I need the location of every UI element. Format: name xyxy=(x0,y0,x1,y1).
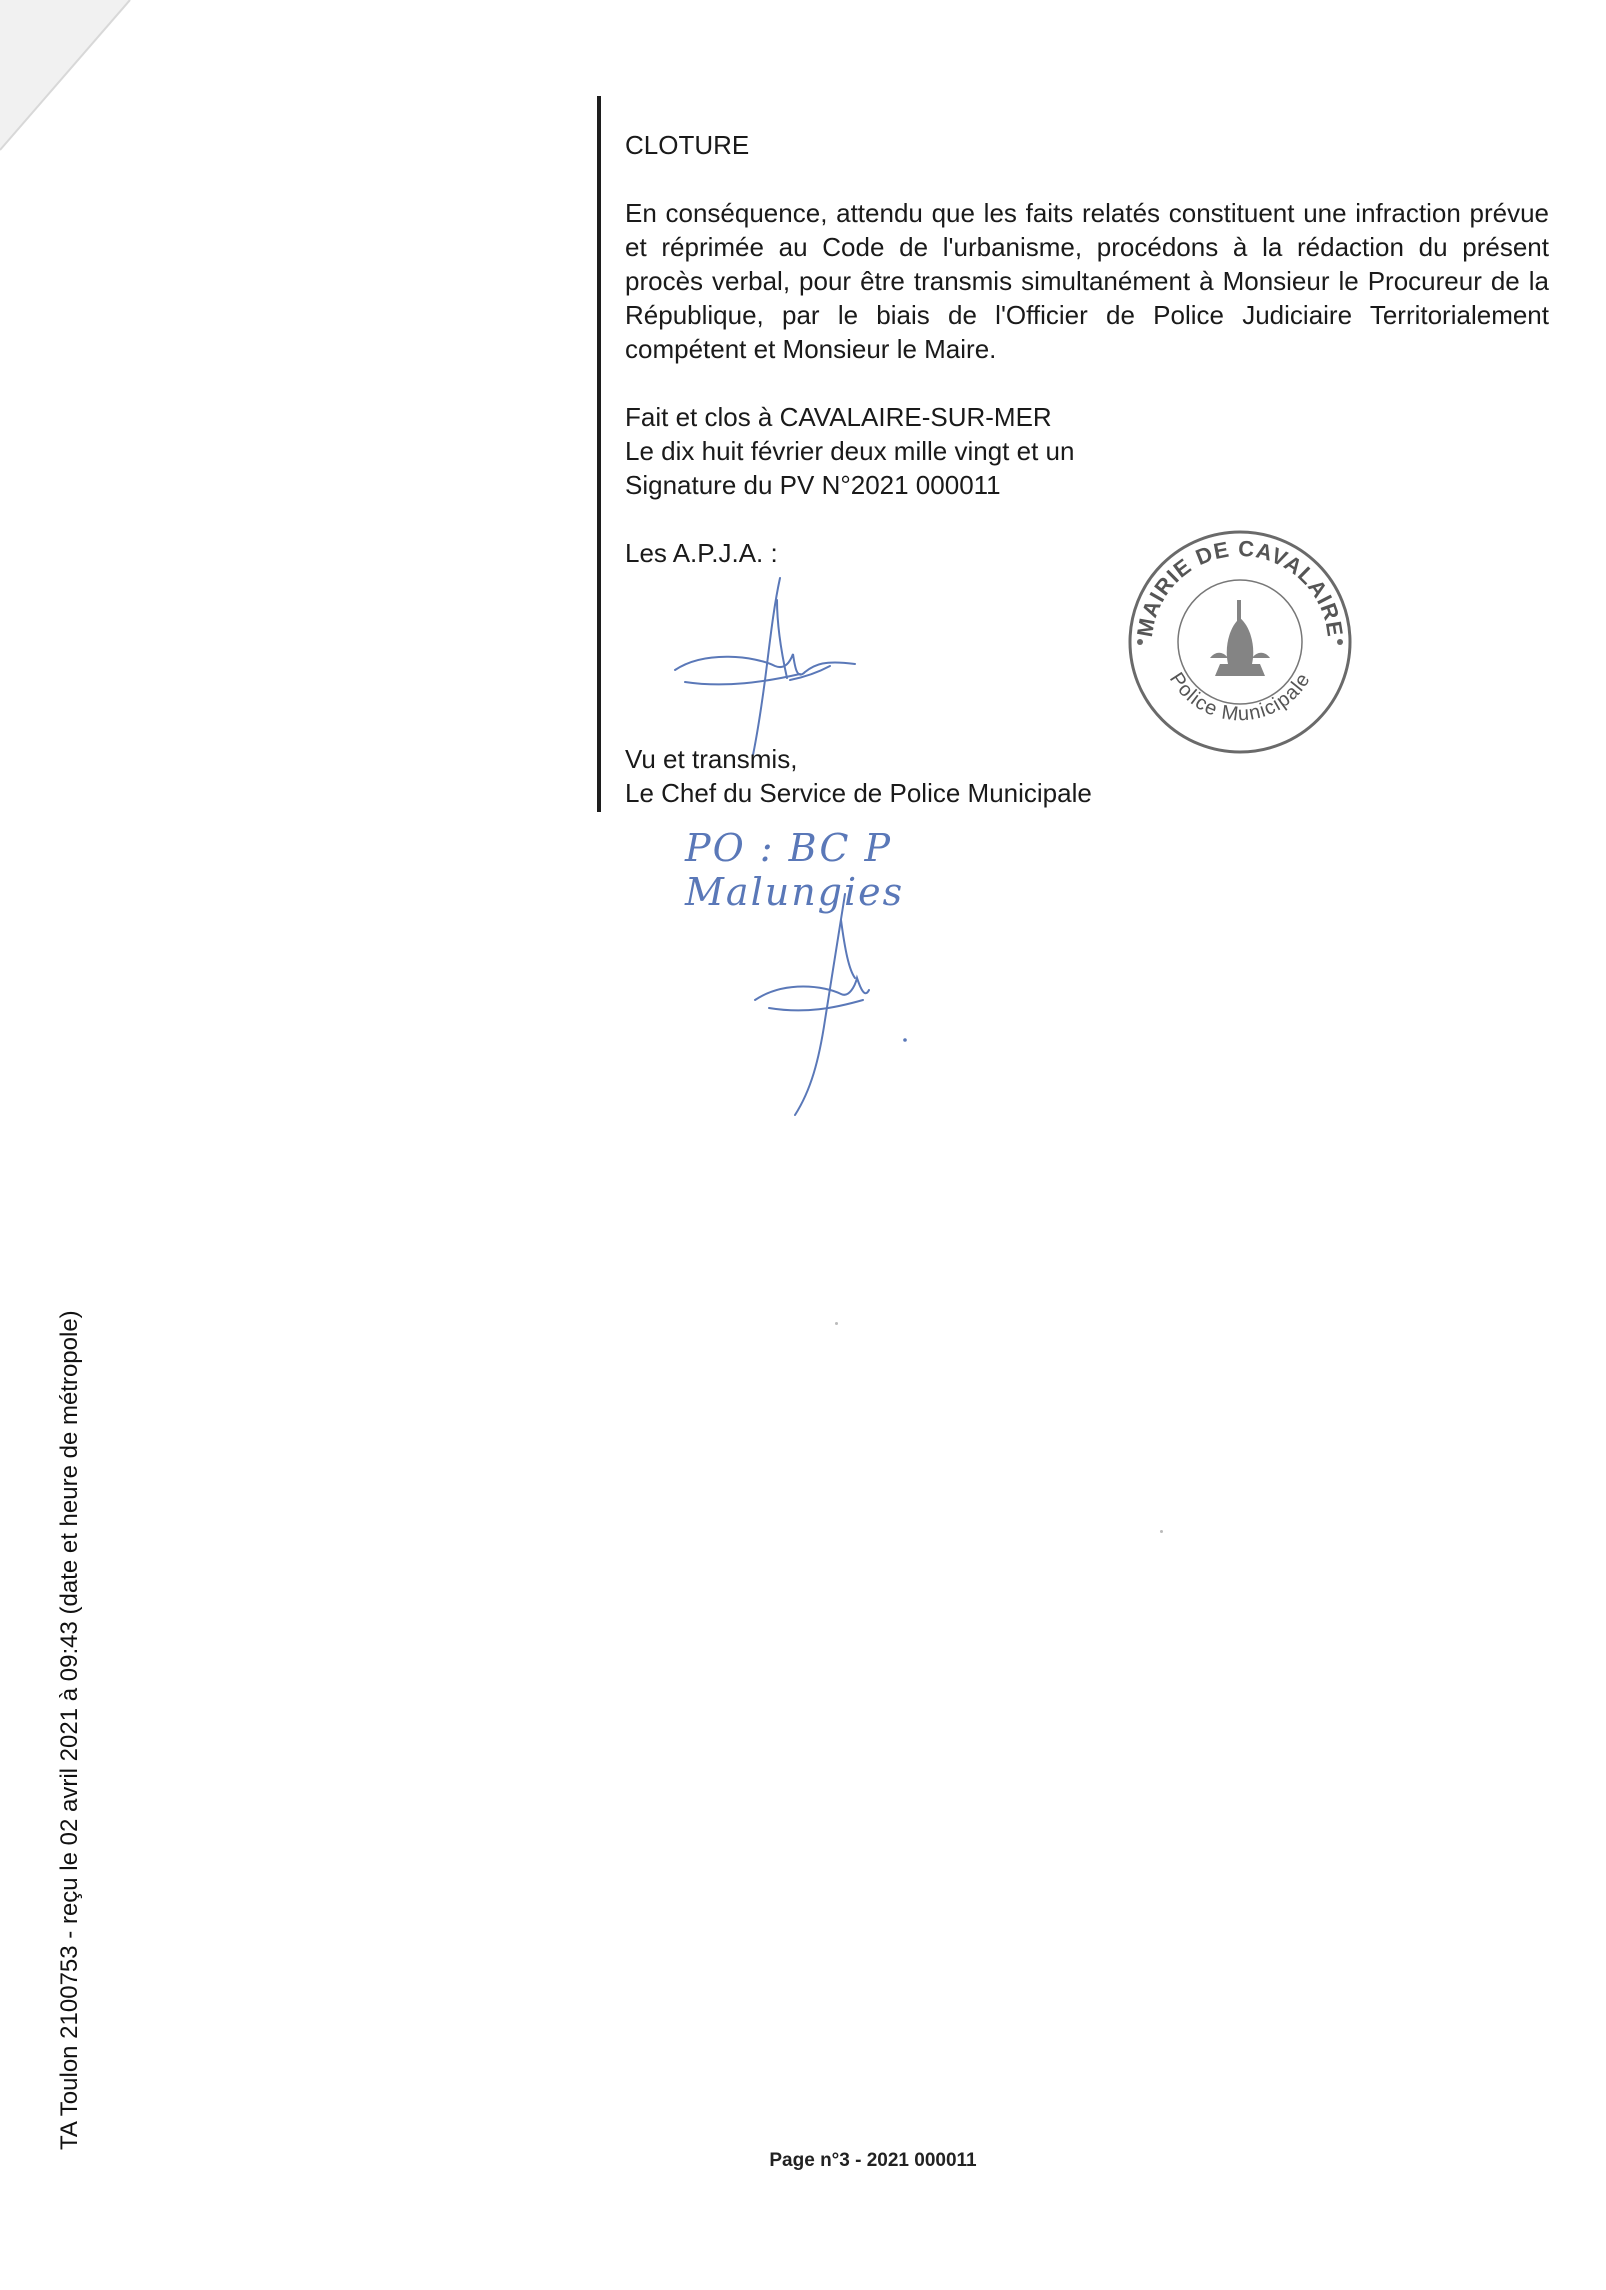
scan-speck xyxy=(835,1322,838,1325)
chief-signature xyxy=(745,890,925,1120)
closing-line: Le dix huit février deux mille vingt et un xyxy=(625,436,1075,466)
transmission-block xyxy=(625,742,1325,810)
page-footer: Page n°3 - 2021 000011 xyxy=(769,2150,977,2171)
apja-signature xyxy=(665,570,885,760)
handwritten-note: PO : BC P Malungies xyxy=(685,826,905,914)
closing-paragraph: En conséquence, attendu que les faits relatés constituent une infraction prévue et réprimée au Code de l'urbanisme, procédons à la rédaction du présent procès verbal, pour être transmis simultanément à Monsieur le Procureur de la République, par le biais de l'Officier de Police Judiciaire Territorialement compétent et Monsieur le Maire. xyxy=(625,198,1549,364)
document-body xyxy=(625,128,1549,570)
section-heading: CLOTURE xyxy=(625,130,750,160)
closing-line: Fait et clos à CAVALAIRE-SUR-MER xyxy=(625,402,1052,432)
margin-rule xyxy=(597,96,601,812)
municipal-stamp xyxy=(1120,526,1360,756)
closing-line: Signature du PV N°2021 000011 xyxy=(625,470,1001,500)
svg-text:Police Municipale xyxy=(1165,669,1315,726)
stamp-top-text: MAIRIE DE CAVALAIRE xyxy=(1131,535,1348,639)
transmis-line: Le Chef du Service de Police Municipale xyxy=(625,778,1092,808)
transmis-line: Vu et transmis, xyxy=(625,744,798,774)
scan-speck xyxy=(1160,1530,1163,1533)
court-receipt-stamp: TA Toulon 2100753 - reçu le 02 avril 2021 à 09:43 (date et heure de métropole) xyxy=(56,1310,83,2150)
page-corner-fold xyxy=(0,0,140,160)
closing-block xyxy=(625,400,1549,502)
stamp-bottom-text: Police Municipale xyxy=(1164,668,1316,726)
apja-label: Les A.P.J.A. : xyxy=(625,538,778,568)
